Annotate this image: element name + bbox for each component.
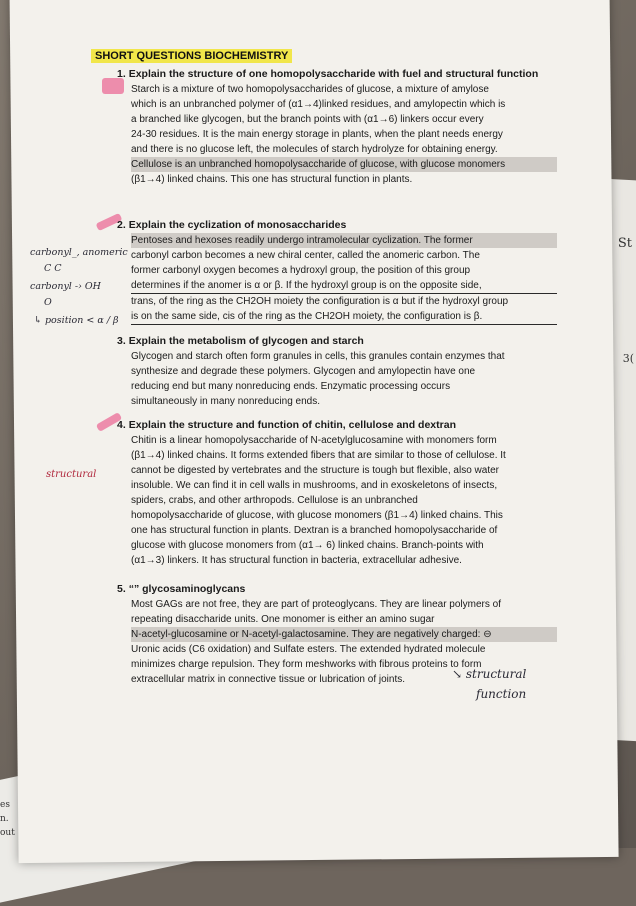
question-1-body bbox=[131, 82, 557, 187]
edge-text-left-1: es bbox=[0, 800, 10, 810]
q5-line: minimizes charge repulsion. They form meshworks with fibrous proteins to form bbox=[131, 659, 482, 670]
margin-note-structural-2: ↘ structural bbox=[452, 667, 527, 681]
q4-line: homopolysaccharide of glucose, with glucose monomers (β1→4) linked chains. This bbox=[131, 510, 503, 521]
q2-line: former carbonyl oxygen becomes a hydroxyl group, the position of this group bbox=[131, 265, 471, 276]
question-2 bbox=[117, 218, 557, 325]
q5-line: Most GAGs are not free, they are part of proteoglycans. They are linear polymers of bbox=[131, 599, 501, 610]
q5-line: Uronic acids (C6 oxidation) and Sulfate esters. The extended hydrated molecule bbox=[131, 644, 486, 655]
q4-line: Chitin is a linear homopolysaccharide of N-acetylglucosamine with monomers form bbox=[131, 435, 497, 446]
edge-text-left-3: out bbox=[0, 828, 15, 838]
question-3-heading: 3. Explain the metabolism of glycogen and starch bbox=[117, 335, 364, 347]
q4-line: cannot be digested by vertebrates and the structure is tough but flexible, also water bbox=[131, 465, 499, 476]
question-4-body bbox=[131, 433, 557, 568]
question-2-heading: 2. Explain the cyclization of monosaccharides bbox=[117, 219, 347, 231]
question-1-heading: 1. Explain the structure of one homopolysaccharide with fuel and structural function bbox=[117, 68, 539, 80]
question-4 bbox=[117, 418, 557, 568]
question-2-body bbox=[131, 233, 557, 325]
q1-line: Starch is a mixture of two homopolysaccharides of glucose, a mixture of amylose bbox=[131, 84, 489, 95]
q1-line: which is an unbranched polymer of (α1→4)linked residues, and amylopectin which is bbox=[131, 99, 506, 110]
margin-note-carbonyl-oh: carbonyl -› OH bbox=[30, 281, 101, 292]
margin-note-structural: structural bbox=[46, 469, 97, 480]
q5-line: N-acetyl-glucosamine or N-acetyl-galactosamine. They are negatively charged: ⊖ bbox=[131, 627, 557, 642]
margin-note-o: O bbox=[44, 297, 52, 308]
q1-line: Cellulose is an unbranched homopolysaccharide of glucose, with glucose monomers bbox=[131, 157, 557, 172]
q2-line: carbonyl carbon becomes a new chiral center, called the anomeric carbon. The bbox=[131, 250, 480, 261]
q4-line: (α1→3) linkers. It has structural function in bacteria, extracellular adhesive. bbox=[131, 555, 462, 566]
question-5-heading: 5. “” glycosaminoglycans bbox=[117, 583, 246, 595]
margin-note-carbonyl-anomeric: carbonyl_, anomeric bbox=[30, 247, 128, 258]
q5-line: extracellular matrix in connective tissue or lubrication of joints. bbox=[131, 674, 406, 685]
document-title: SHORT QUESTIONS BIOCHEMISTRY bbox=[91, 49, 292, 63]
q4-line: spiders, crabs, and other arthropods. Cellulose is an unbranched bbox=[131, 495, 418, 506]
q4-line: one has structural function in plants. Dextran is a branched homopolysaccharide of bbox=[131, 525, 498, 536]
q3-line: Glycogen and starch often form granules in cells, this granules contain enzymes that bbox=[131, 351, 505, 362]
q4-line: (β1→4) linked chains. It forms extended fibers that are similar to those of cellulose. It bbox=[131, 450, 506, 461]
q1-line: and there is no glucose left, the molecules of starch hydrolyze for obtaining energy. bbox=[131, 144, 498, 155]
question-1 bbox=[117, 67, 557, 187]
margin-note-c-c: C C bbox=[44, 263, 62, 274]
edge-text-right-mid: 3( bbox=[622, 352, 634, 365]
question-4-heading: 4. Explain the structure and function of chitin, cellulose and dextran bbox=[117, 419, 456, 431]
edge-text-left-2: n. bbox=[0, 814, 9, 824]
q2-line: is on the same side, cis of the ring as the CH2OH moiety, the configuration is β. bbox=[131, 309, 557, 325]
q2-line: trans, of the ring as the CH2OH moiety the configuration is α but if the hydroxyl group bbox=[131, 296, 509, 307]
question-3 bbox=[117, 334, 557, 409]
margin-note-function: function bbox=[476, 687, 527, 701]
margin-note-position: ↳ position < α / β bbox=[34, 315, 119, 326]
q3-line: reducing end but many nonreducing ends. Enzymatic processing occurs bbox=[131, 381, 451, 392]
q2-line: Pentoses and hexoses readily undergo intramolecular cyclization. The former bbox=[131, 233, 557, 248]
q1-line: (β1→4) linked chains. This one has structural function in plants. bbox=[131, 174, 413, 185]
question-3-body bbox=[131, 349, 557, 409]
q4-line: glucose with glucose monomers from (α1→ 6) linked chains. Branch-points with bbox=[131, 540, 484, 551]
q3-line: synthesize and degrade these polymers. Glycogen and amylopectin have one bbox=[131, 366, 476, 377]
q1-line: a branched like glycogen, but the branch points with (α1→6) linkers occur every bbox=[131, 114, 484, 125]
q5-line: repeating disaccharide units. One monomer is either an amino sugar bbox=[131, 614, 435, 625]
q1-line: 24-30 residues. It is the main energy storage in plants, when the plant needs energy bbox=[131, 129, 503, 140]
q2-line: determines if the anomer is α or β. If the hydroxyl group is on the opposite side, bbox=[131, 278, 557, 294]
q3-line: simultaneously in many nonreducing ends. bbox=[131, 396, 320, 407]
edge-text-right-top: St bbox=[617, 236, 632, 251]
q4-line: insoluble. We can find it in cell walls in mushrooms, and in exoskeletons of insects, bbox=[131, 480, 498, 491]
